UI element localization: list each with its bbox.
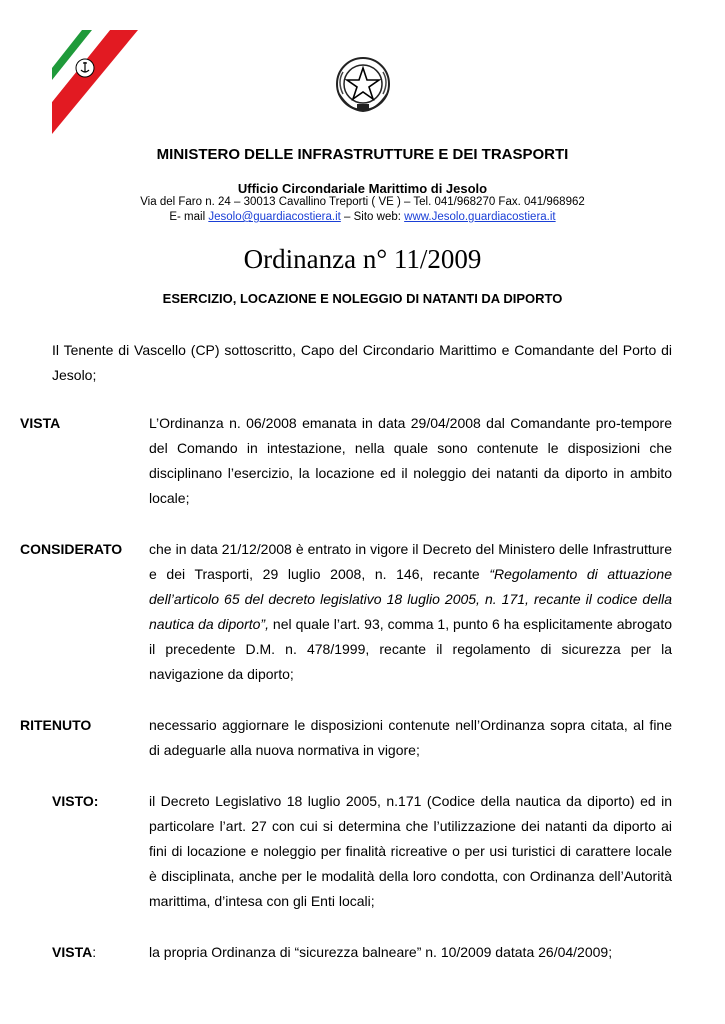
italian-republic-emblem-icon <box>333 54 393 114</box>
email-prefix: E- mail <box>169 211 209 223</box>
clause-text: L’Ordinanza n. 06/2008 emanata in data 29/04/2008 dal Comandante pro-tempore del Comando in intestazione, nella quale sono contenute le disposizioni che disciplinano l’esercizio, la locazione ed il noleggio dei natanti da diporto in ambito locale; <box>149 415 672 506</box>
ordinance-subject: ESERCIZIO, LOCAZIONE E NOLEGGIO DI NATANTI DA DIPORTO <box>162 291 563 306</box>
clause-text: la propria Ordinanza di “sicurezza balneare” n. 10/2009 datata 26/04/2009; <box>149 944 613 960</box>
intro-paragraph: Il Tenente di Vascello (CP) sottoscritto, Capo del Circondario Marittimo e Comandante del Porto di Jesolo; <box>52 342 672 383</box>
clause-keyword <box>52 944 96 960</box>
clause-keyword-suffix: : <box>92 944 97 960</box>
email-link[interactable]: Jesolo@guardiacostiera.it <box>208 211 341 223</box>
office-name: Ufficio Circondariale Marittimo di Jesolo <box>237 181 488 196</box>
clause-keyword-text: VISTA <box>52 944 93 960</box>
ministry-heading: MINISTERO DELLE INFRASTRUTTURE E DEI TRASPORTI <box>156 146 569 163</box>
office-address: Via del Faro n. 24 – 30013 Cavallino Treporti ( VE ) – Tel. 041/968270 Fax. 041/968962 <box>140 196 585 208</box>
coast-guard-logo-icon <box>52 30 138 134</box>
clause-keyword: VISTA <box>20 415 61 431</box>
clause-text: necessario aggiornare le disposizioni contenute nell’Ordinanza sopra citata, al fine di adeguarle alla nuova normativa in vigore; <box>149 717 672 758</box>
contact-line <box>0 211 725 223</box>
site-prefix: – Sito web: <box>340 211 405 223</box>
website-link[interactable]: www.Jesolo.guardiacostiera.it <box>404 211 556 223</box>
ordinance-title: Ordinanza n° 11/2009 <box>243 244 482 274</box>
regulation-title-italic: “Regolamento di attuazione dell’articolo 65 del decreto legislativo 18 luglio 2005, n. 171, recante il codice della nautica da diporto”, <box>149 566 672 632</box>
clause-text-part: che in data 21/12/2008 è entrato in vigore il Decreto del Ministero delle Infrastrutture e dei Trasporti, 29 luglio 2008, n. 146, recante <box>149 541 672 582</box>
clause-text <box>149 537 672 687</box>
clause-text-part: nel quale l’art. 93, comma 1, punto 6 ha esplicitamente abrogato il precedente D.M. n. 478/1999, recante il regolamento di sicurezza per la navigazione da diporto; <box>149 616 673 682</box>
clause-keyword: VISTO: <box>52 793 99 809</box>
clause-text: il Decreto Legislativo 18 luglio 2005, n.171 (Codice della nautica da diporto) ed in particolare l’art. 27 con cui si determina che l’utilizzazione dei natanti da diporto ai fini di locazione e noleggio per finalità ricreative o per usi turistici di carattere locale è disciplinata, anche per le modalità della loro condotta, con Ordinanza dell’Autorità marittima, d’intesa con gli Enti locali; <box>149 793 672 909</box>
clause-keyword: CONSIDERATO <box>20 541 123 557</box>
clause-keyword: RITENUTO <box>20 717 92 733</box>
